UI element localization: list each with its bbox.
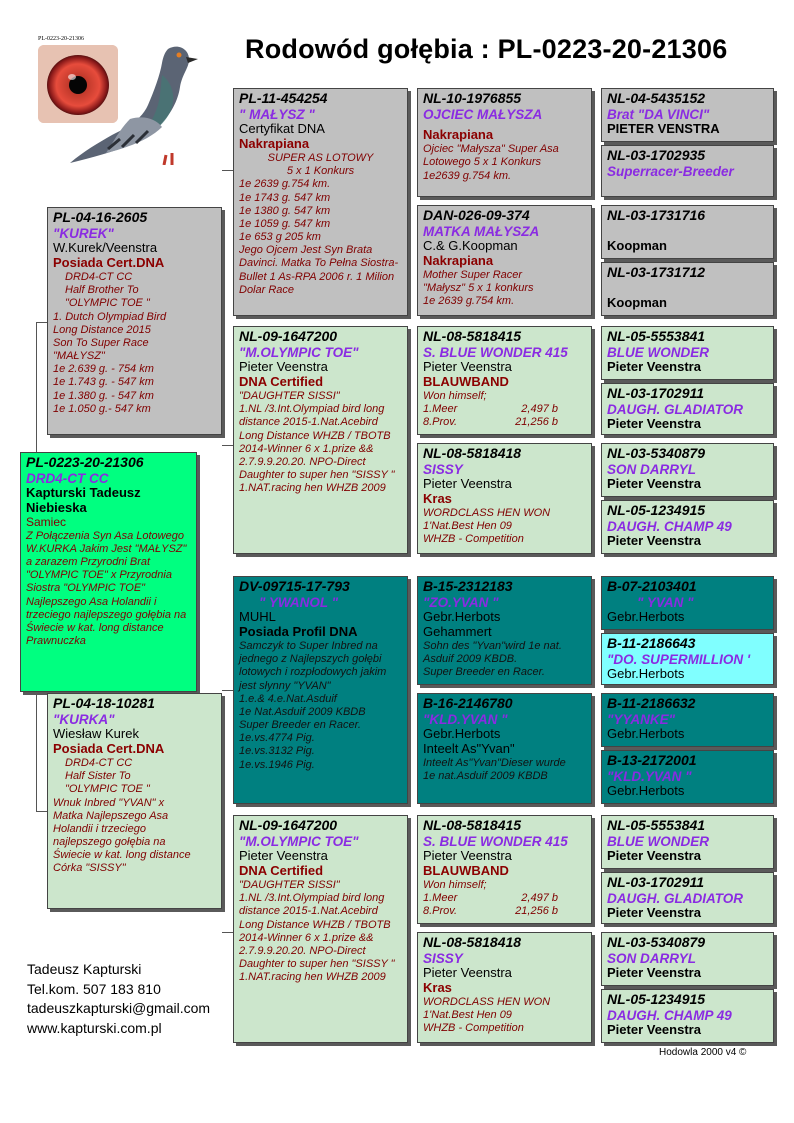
ring-number: NL-03-1702911 [607, 385, 705, 401]
pigeon-name: DAUGH. GLADIATOR [607, 401, 743, 417]
pigeon-card-g16 [601, 989, 774, 1043]
description: Mother Super Racer "Małysz" 5 x 1 konkurs 1e 2639 g.754 km. [423, 268, 534, 308]
owner: Pieter Veenstra [239, 848, 328, 864]
ring-number: NL-08-5818418 [423, 934, 522, 950]
pigeon-name: DAUGH. CHAMP 49 [607, 1007, 732, 1023]
ring-number: B-11-2186643 [607, 635, 696, 651]
pigeon-card-g15 [601, 932, 774, 986]
description: Z Połączenia Syn Asa Lotowego W.KURKA Jakim Jest "MAŁYSZ" a zarazem Przyrodni Brat "OLYMPIC TOE" x Przyrodnia Siostra "OLYMPIC TOE" Najlepszego Asa Holandii i trzeciego najlepszego gołębia na Świecie w kat. long distance Prawnuczka [26, 529, 187, 648]
ring-number: NL-08-5818415 [423, 328, 522, 344]
owner: C.& G.Koopman [423, 238, 518, 254]
connector-line [36, 322, 37, 453]
pigeon-photo [50, 35, 200, 165]
pigeon-card-mf [233, 576, 408, 804]
owner: Gebr.Herbots [423, 726, 501, 742]
pigeon-name: "KUREK" [53, 225, 114, 241]
description: Sohn des "Yvan"wird 1e nat. Asduif 2009 KBDB. Super Breeder en Racer. [423, 639, 562, 679]
ring-number: NL-05-1234915 [607, 991, 706, 1007]
connector-line [222, 932, 233, 933]
description: WORDCLASS HEN WON 1'Nat.Best Hen 09 WHZB - Competition [423, 995, 551, 1035]
ring-number: NL-08-5818418 [423, 445, 522, 461]
eye-photo-label: PL-0223-20-21306 [38, 36, 84, 42]
contact-name: Tadeusz Kapturski [27, 961, 142, 977]
certificate: Kras [423, 980, 452, 996]
owner: Certyfikat DNA [239, 121, 325, 137]
ring-number: NL-05-1234915 [607, 502, 706, 518]
description-center: SUPER AS LOTOWY 5 x 1 Konkurs [267, 151, 374, 178]
owner: Gebr.Herbots [607, 726, 685, 742]
contact-block [27, 960, 210, 1038]
pigeon-name: SISSY [423, 950, 463, 966]
owner: PIETER VENSTRA [607, 121, 720, 137]
pigeon-card-g2 [601, 145, 774, 197]
connector-line [36, 322, 47, 323]
owner: Pieter Veenstra [607, 848, 701, 864]
certificate: Nakrapiana [423, 127, 494, 143]
page-title: Rodowód gołębia : PL-0223-20-21306 [245, 34, 728, 64]
pigeon-card-ffm [417, 205, 592, 316]
ring-number: B-13-2172001 [607, 752, 697, 768]
connector-line [36, 689, 37, 811]
pigeon-card-g1 [601, 88, 774, 142]
pigeon-card-g3 [601, 205, 774, 259]
description: Wnuk Inbred "YVAN" x Matka Najlepszego Asa Holandii i trzeciego najlepszego gołębia na Świecie w kat. long distance Córka "SISSY" [53, 796, 191, 875]
pigeon-card-fm [233, 326, 408, 554]
ring-number: NL-08-5818415 [423, 817, 522, 833]
owner: MUHL [239, 609, 276, 625]
color: Niebieska [26, 500, 87, 516]
ring-number: B-07-2103401 [607, 578, 697, 594]
certificate: Posiada Cert.DNA [53, 255, 165, 271]
pigeon-card-ff [233, 88, 408, 316]
description: "DAUGHTER SISSI" 1.NL /3.Int.Olympiad bird long distance 2015-1.Nat.Acebird Long Distance WHZB / TBOTB 2014-Winner 6 x 1.prize && 2.7.9.9.20.20. NPO-Direct Daughter to super hen "SISSY " 1.NAT.racing hen WHZB 2009 [239, 389, 395, 495]
pigeon-card-g9 [601, 576, 774, 630]
certificate: Posiada Cert.DNA [53, 741, 165, 757]
pigeon-name: "YYANKE" [607, 711, 676, 727]
ring-number: B-15-2312183 [423, 578, 513, 594]
owner: Pieter Veenstra [423, 965, 512, 981]
ring-number: NL-03-1731712 [607, 264, 706, 280]
owner: Pieter Veenstra [607, 416, 701, 432]
pigeon-card-g6 [601, 383, 774, 435]
ring-number: NL-03-1731716 [607, 207, 706, 223]
pigeon-card-mother [47, 693, 222, 909]
pigeon-name: DAUGH. GLADIATOR [607, 890, 743, 906]
pigeon-card-father [47, 207, 222, 435]
pigeon-card-mmm [417, 932, 592, 1043]
pigeon-card-mmf [417, 815, 592, 924]
ring-number: DAN-026-09-374 [423, 207, 530, 223]
pigeon-name: SON DARRYL [607, 461, 697, 477]
ring-number: B-16-2146780 [423, 695, 513, 711]
pigeon-card-g10 [601, 633, 774, 685]
description: Won himself; [423, 878, 487, 891]
owner: Koopman [607, 237, 667, 253]
pigeon-name: Brat "DA VINCI" [607, 106, 710, 122]
owner: Pieter Veenstra [423, 848, 512, 864]
result-row: 1.Meer 2,497 b [423, 403, 558, 416]
pigeon-name: BLUE WONDER [607, 833, 709, 849]
pigeon-name: "DO. SUPERMILLION ' [607, 651, 751, 667]
pigeon-name: " YWANOL " [259, 594, 339, 610]
contact-email[interactable]: tadeuszkapturski@gmail.com [27, 1000, 211, 1016]
ring-number: NL-05-5553841 [607, 328, 706, 344]
pigeon-name: MATKA MAŁYSZA [423, 223, 540, 239]
owner: Gebr.Herbots [607, 666, 685, 682]
description: 1e 2639 g.754 km. 1e 1743 g. 547 km 1e 1380 g. 547 km 1e 1059 g. 547 km 1e 653 g 205 km Jego Ojcem Jest Syn Brata Davinci. Matka To Pełna Siostra-Bullet 1 As-RPA 2006 r. 1 Milion Dolar Race [239, 178, 399, 296]
owner: Pieter Veenstra [423, 359, 512, 375]
pigeon-card-fff [417, 88, 592, 197]
pigeon-name: " YVAN " [637, 594, 694, 610]
ring-number: NL-03-1702935 [607, 147, 706, 163]
certificate: DNA Certified [239, 863, 324, 879]
description: Inteelt As"Yvan"Dieser wurde 1e nat.Asduif 2009 KBDB [423, 756, 566, 783]
pigeon-name: DRD4-CT CC [26, 470, 109, 486]
description: "DAUGHTER SISSI" 1.NL /3.Int.Olympiad bird long distance 2015-1.Nat.Acebird Long Distance WHZB / TBOTB 2014-Winner 6 x 1.prize && 2.7.9.9.20.20. NPO-Direct Daughter to super hen "SISSY " 1.NAT.racing hen WHZB 2009 [239, 878, 395, 984]
ring-number: NL-09-1647200 [239, 328, 338, 344]
description: WORDCLASS HEN WON 1'Nat.Best Hen 09 WHZB - Competition [423, 506, 551, 546]
contact-website[interactable]: www.kapturski.com.pl [27, 1019, 162, 1036]
ring-number: DV-09715-17-793 [239, 578, 350, 594]
ring-number: PL-04-16-2605 [53, 209, 148, 225]
pigeon-card-g14 [601, 872, 774, 924]
owner: Pieter Veenstra [607, 476, 701, 492]
pigeon-card-g11 [601, 693, 774, 747]
result-row: 8.Prov. 21,256 b [423, 905, 558, 918]
certificate: BLAUWBAND [423, 863, 509, 879]
certificate: Gehammert [423, 624, 492, 640]
owner: Pieter Veenstra [607, 965, 701, 981]
owner: W.Kurek/Veenstra [53, 240, 158, 256]
pigeon-card-g13 [601, 815, 774, 869]
pigeon-name: S. BLUE WONDER 415 [423, 344, 568, 360]
certificate: Inteelt As"Yvan" [423, 741, 515, 757]
pigeon-card-g12 [601, 750, 774, 804]
owner: Gebr.Herbots [607, 609, 685, 625]
description: Ojciec "Małysza" Super Asa Lotowego 5 x 1 Konkurs 1e2639 g.754 km. [423, 143, 559, 182]
ring-number: PL-11-454254 [239, 90, 328, 106]
pigeon-card-mff [417, 576, 592, 685]
ring-number: NL-03-5340879 [607, 445, 706, 461]
owner: Gebr.Herbots [607, 783, 685, 799]
pigeon-name: "M.OLYMPIC TOE" [239, 344, 359, 360]
footer-version: Hodowla 2000 v4 © [659, 1047, 747, 1058]
certificate: Posiada Profil DNA [239, 624, 358, 640]
certificate: DNA Certified [239, 374, 324, 390]
result-row: 8.Prov. 21,256 b [423, 416, 558, 429]
pigeon-card-g4 [601, 262, 774, 316]
pigeon-card-mm [233, 815, 408, 1043]
owner: Wiesław Kurek [53, 726, 139, 742]
pigeon-name: OJCIEC MAŁYSZA [423, 106, 543, 122]
owner: Kapturski Tadeusz [26, 485, 141, 501]
description: Samczyk to Super Inbred na jednego z Najlepszych gołębi lotowych i rozpłodowych jakim jest słynny "YVAN" 1.e.& 4.e.Nat.Asduif 1e Nat.Asduif 2009 KBDB Super Breeder en Racer. 1e.vs.4774 Pig. 1e.vs.3132 Pig. 1e.vs.1946 Pig. [239, 639, 387, 771]
ring-number: NL-04-5435152 [607, 90, 706, 106]
pigeon-name: SISSY [423, 461, 463, 477]
pigeon-name: S. BLUE WONDER 415 [423, 833, 568, 849]
pigeon-name: "KURKA" [53, 711, 115, 727]
pigeon-name: "KLD.YVAN " [607, 768, 692, 784]
pigeon-name: "M.OLYMPIC TOE" [239, 833, 359, 849]
pigeon-name: "KLD.YVAN " [423, 711, 508, 727]
ring-number: PL-0223-20-21306 [26, 454, 144, 470]
owner: Pieter Veenstra [607, 533, 701, 549]
certificate: Kras [423, 491, 452, 507]
certificate: Nakrapiana [423, 253, 494, 269]
connector-line [36, 811, 47, 812]
ring-number: B-11-2186632 [607, 695, 696, 711]
owner: Gebr.Herbots [423, 609, 501, 625]
owner: Pieter Veenstra [607, 359, 701, 375]
sex: Samiec [26, 514, 67, 529]
owner: Pieter Veenstra [607, 905, 701, 921]
pigeon-card-g8 [601, 500, 774, 554]
ring-number: NL-09-1647200 [239, 817, 338, 833]
description-center: DRD4-CT CC Half Brother To "OLYMPIC TOE " [65, 270, 150, 310]
pigeon-card-fmm [417, 443, 592, 554]
pigeon-card-subject [20, 452, 197, 692]
description: 1. Dutch Olympiad Bird Long Distance 2015 Son To Super Race "MAŁYSZ" 1e 2.639 g. - 754 km 1e 1.743 g. - 547 km 1e 1.380 g. - 547 km 1e 1.050 g.- 547 km [53, 310, 167, 415]
ring-number: NL-05-5553841 [607, 817, 706, 833]
pigeon-name: BLUE WONDER [607, 344, 709, 360]
pigeon-name: SON DARRYL [607, 950, 697, 966]
ring-number: NL-03-1702911 [607, 874, 705, 890]
ring-number: NL-03-5340879 [607, 934, 706, 950]
description: Won himself; [423, 389, 487, 402]
pigeon-name: DAUGH. CHAMP 49 [607, 518, 732, 534]
owner: Pieter Veenstra [607, 1022, 701, 1038]
certificate: Nakrapiana [239, 136, 310, 152]
pigeon-name: " MAŁYSZ " [239, 106, 315, 122]
description-center: DRD4-CT CC Half Sister To "OLYMPIC TOE " [65, 756, 150, 796]
ring-number: PL-04-18-10281 [53, 695, 155, 711]
pigeon-card-mfm [417, 693, 592, 804]
pigeon-card-fmf [417, 326, 592, 435]
connector-line [222, 445, 233, 446]
connector-line [222, 170, 233, 171]
owner: Koopman [607, 294, 667, 310]
pigeon-name: Superracer-Breeder [607, 163, 734, 179]
pigeon-card-g5 [601, 326, 774, 380]
owner: Pieter Veenstra [423, 476, 512, 492]
ring-number: NL-10-1976855 [423, 90, 522, 106]
owner: Pieter Veenstra [239, 359, 328, 375]
result-row: 1.Meer 2,497 b [423, 892, 558, 905]
pigeon-name: "ZO.YVAN " [423, 594, 499, 610]
certificate: BLAUWBAND [423, 374, 509, 390]
contact-phone: Tel.kom. 507 183 810 [27, 980, 161, 997]
connector-line [222, 690, 233, 691]
pigeon-card-g7 [601, 443, 774, 497]
